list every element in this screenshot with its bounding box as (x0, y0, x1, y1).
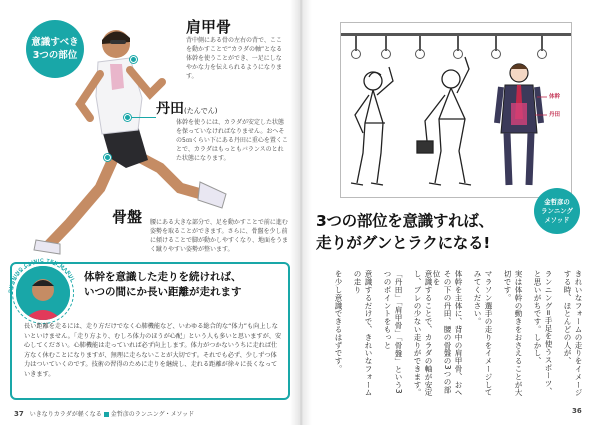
part-title-tanden-reading: (たんでん) (184, 107, 218, 115)
vertical-body-text (314, 268, 584, 402)
part-body-pelvis: 腰にある大きな部分で、足を動かすことで前に進む姿勢を取ることができます。さらに、骨盤を少し前に傾けることで脚が動かしやすくなり、地面をうまく蹴りやすい姿勢が整います。 (150, 219, 289, 253)
body-column: 体幹を主体に、背中の肩甲骨、おへその下の丹田、腰の骨盤の3つの部位を (432, 270, 463, 397)
part-title-tanden (156, 98, 217, 118)
briefcase-man-figure (417, 57, 471, 185)
folio-left (14, 409, 194, 418)
coach-ring-text-path: RUNNING CLINIC TEN MARUI (8, 258, 76, 294)
callout-dot-pelvis (104, 154, 111, 161)
part-title-pelvis-text: 骨盤 (112, 208, 143, 226)
part-title-scapula (186, 16, 231, 37)
body-column: 意識することで、カラダの軸が安定し、ブレの少ない走りができます。 (413, 270, 433, 397)
tip-heading (84, 270, 284, 300)
callout-dot-scapula (130, 56, 137, 63)
book-gutter-shadow (290, 0, 312, 425)
tip-heading-line2: いつの間にか長い距離が走れます (84, 286, 242, 298)
callout-line-tanden (132, 117, 156, 118)
method-badge-line3: メソッド (544, 215, 570, 224)
headline-line2: 走りがグンとラクになる! (316, 234, 490, 252)
folio-square-icon (104, 412, 109, 417)
page-number-left: 37 (14, 410, 24, 418)
train-illustration (340, 22, 572, 198)
part-title-tanden-text: 丹田 (156, 101, 184, 117)
method-badge-line1: 金哲彦の (544, 197, 570, 206)
upright-man-figure (497, 64, 541, 185)
body-column: ランニング=手足を使うスポーツ、と思いがちです。しかし、 (533, 270, 553, 396)
focus-parts-badge (26, 20, 84, 78)
headline-line1: 3つの部位を意識すれば、 (316, 212, 494, 230)
body-column: 「丹田」「肩甲骨」「骨盤」という3つのポイントをもっと (383, 270, 403, 394)
badge-line2: 3つの部位 (32, 50, 78, 61)
method-badge-line2: ランニング (541, 206, 573, 215)
body-column: 意識するだけで、きれいなフォームの走り (353, 270, 373, 397)
body-column: マラソン選手の走りをイメージしてみてください。 (473, 270, 493, 397)
slouching-man-figure (351, 67, 393, 185)
folio-left-text: いきなりカラダが軽くなる (29, 411, 102, 418)
coach-ring-text (8, 258, 78, 328)
page-number-right: 36 (572, 407, 582, 415)
tip-body: 長い距離を走るには、走り方だけでなく心肺機能など、いわゆる総合的な“体力”も向上しないといけません。「走り方より、むしろ体力のほうが心配」という人も多いと思いますが、安心してください。心肺機能は走っていれば必ず向上します。体力がつかないうちに走れば仕方なく休むことになりますが、無理に走らないことが大切です。それでも必ず、少しずつ体力はついていくのです。技術の習得のために走りを継続し、走れる距離が徐々に長くなっていきます。 (24, 323, 282, 378)
page-headline (316, 210, 546, 254)
folio-left-section: 金哲彦のランニング・メソッド (110, 411, 195, 418)
commuters-drawing (341, 23, 572, 198)
badge-line1: 意識すべき (31, 37, 79, 48)
part-body-scapula: 背中側にある骨の左右の背で、ここを動かすことで“カラダの軸”となる体幹を使うことができ、一足にしなやかな力を伝えられるようになります。 (186, 37, 283, 80)
part-title-pelvis (112, 206, 142, 227)
tag-tanden: 丹田 (549, 112, 561, 118)
body-column: きれいなフォームの走りをイメージする時、ほとんどの人が、 (563, 270, 583, 397)
body-column: 実は体幹の動きをおさえることが大切です。 (503, 270, 523, 397)
svg-text:RUNNING CLINIC TEN MARUI (8, 258, 75, 293)
part-title-scapula-text: 肩甲骨 (186, 18, 232, 36)
tag-spine: 体幹 (549, 94, 561, 100)
body-column: を少し意識できるはずです。 (334, 270, 343, 373)
callout-dot-tanden (124, 114, 131, 121)
part-body-tanden: 体幹を使うには、カラダが安定した状態を保っていなければなりません。おへその5㎝くらい下にある丹田に重心を置くことで、カラダはもっともバランスのとれた状態になります。 (176, 119, 288, 162)
tip-heading-line1: 体幹を意識した走りを続ければ、 (84, 271, 242, 283)
